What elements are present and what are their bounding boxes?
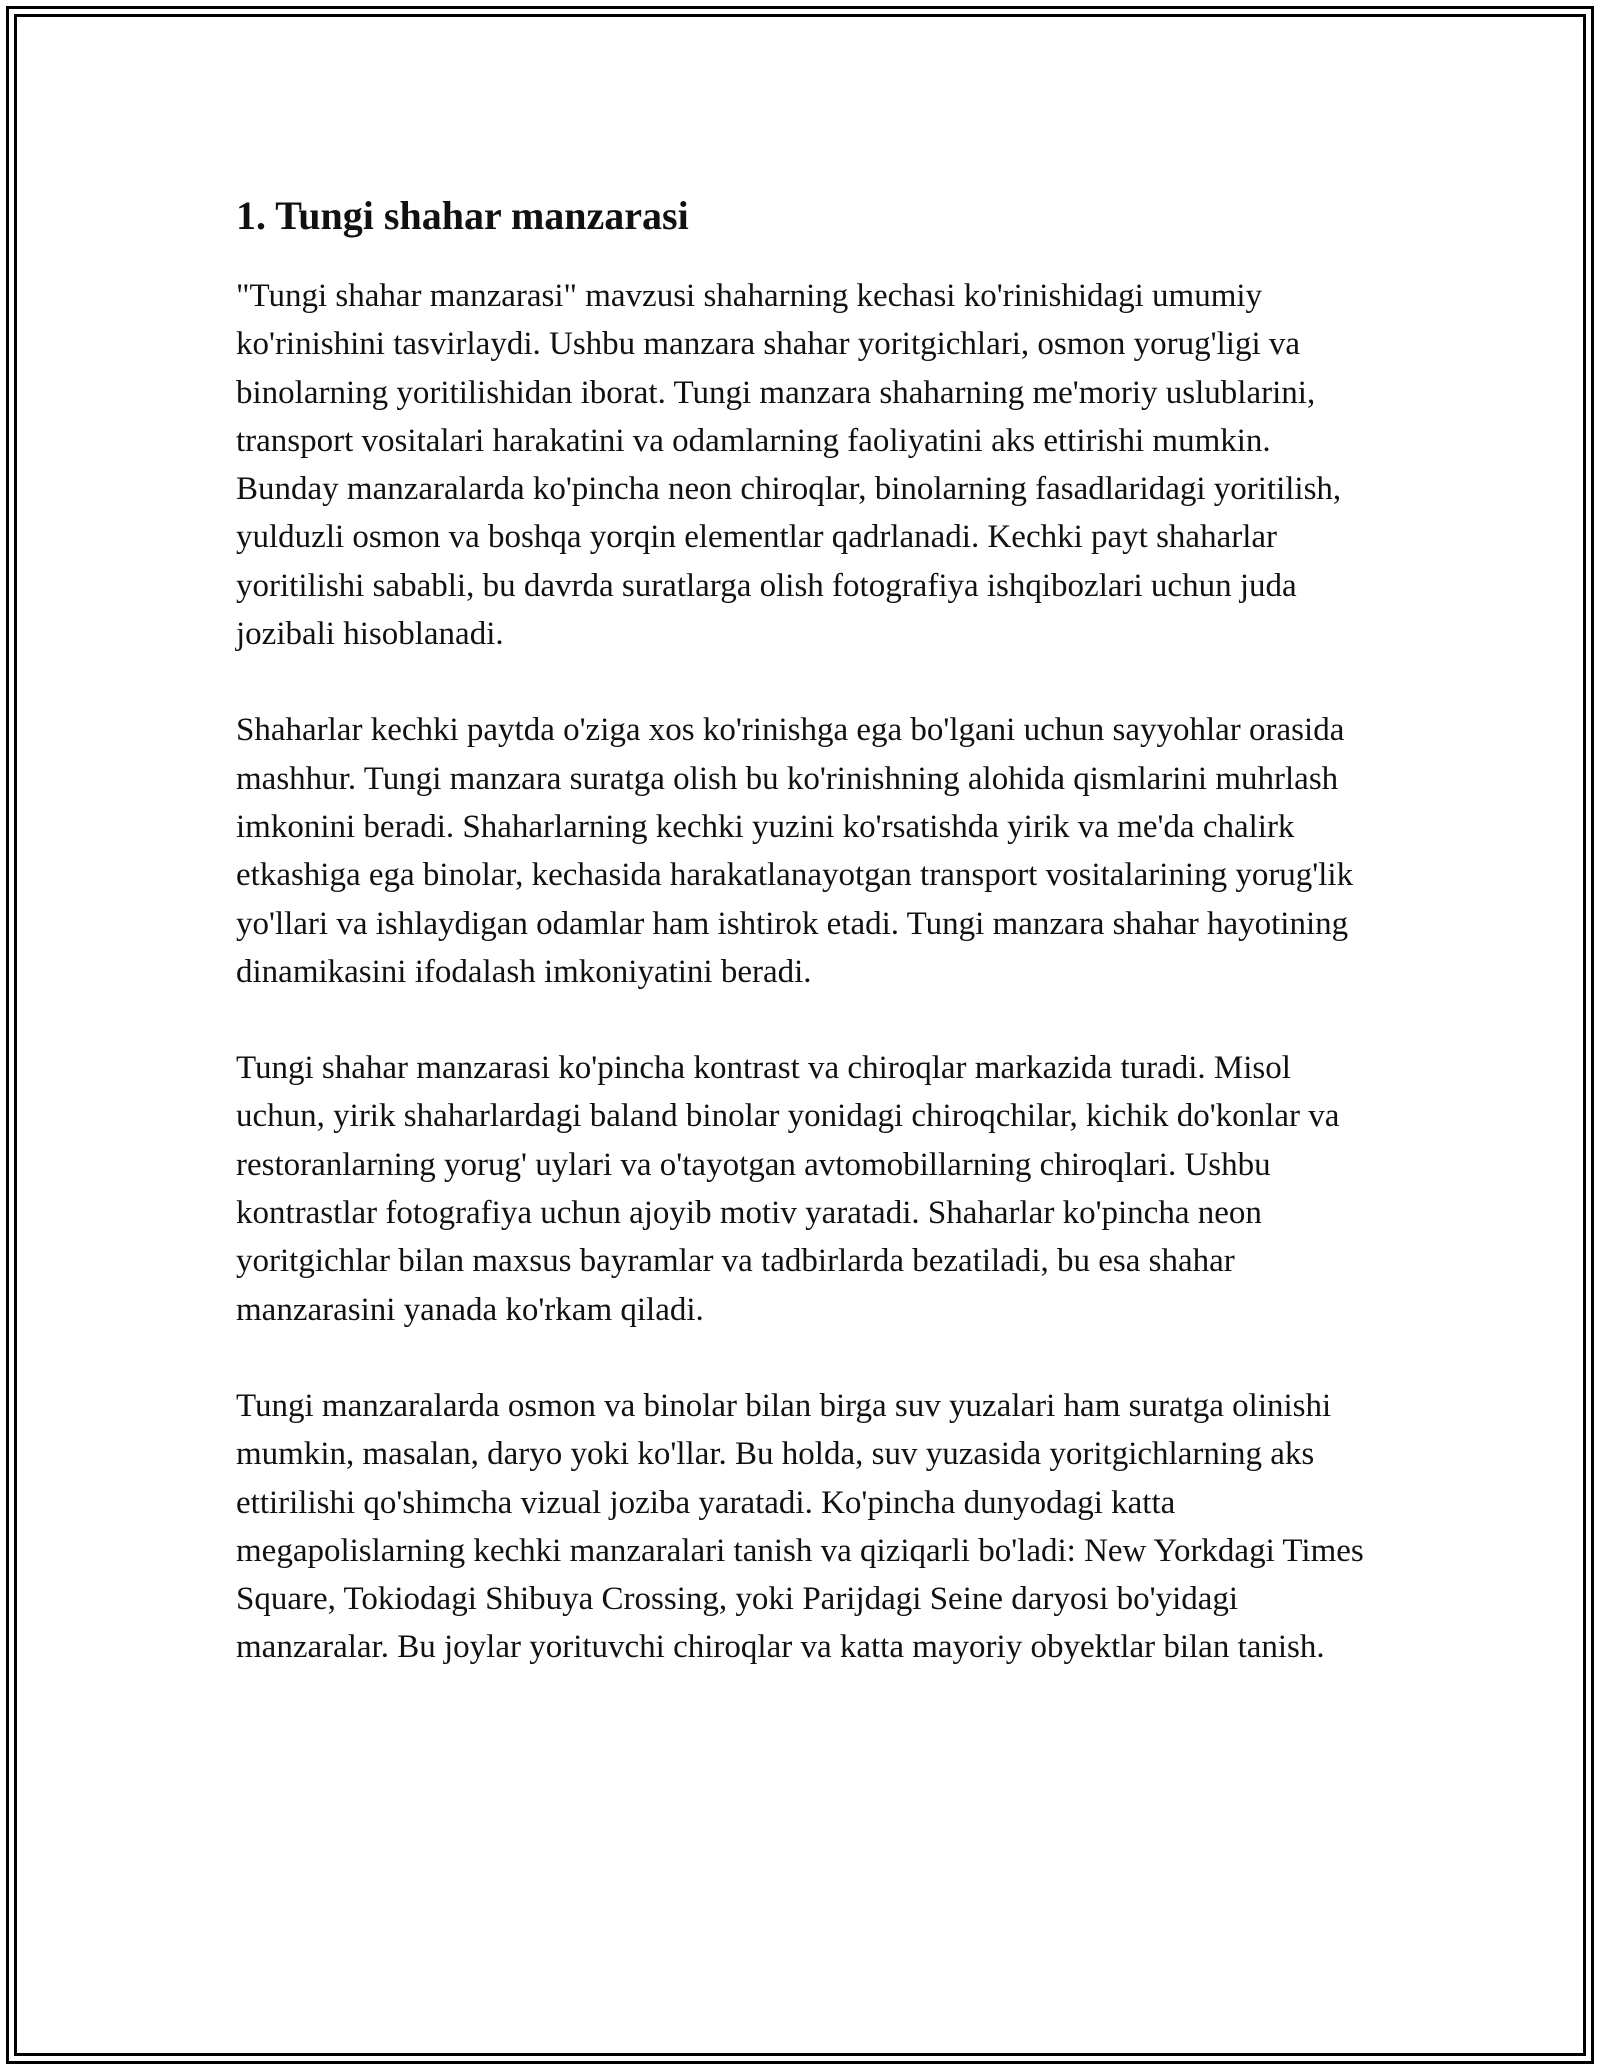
paragraph-1: "Tungi shahar manzarasi" mavzusi shaharning kechasi ko'rinishidagi umumiy ko'rinishini tasvirlaydi. Ushbu manzara shahar yoritgichlari, osmon yorug'ligi va binolarning yoritilishidan iborat. Tungi manzara shaharning me'moriy uslublarini, transport vositalari harakatini va odamlarning faoliyatini aks ettirishi mumkin. Bunday manzaralarda ko'pincha neon chiroqlar, binolarning fasadlaridagi yoritilish, yulduzli osmon va boshqa yorqin elementlar qadrlanadi. Kechki payt shaharlar yoritilishi sababli, bu davrda suratlarga olish fotografiya ishqibozlari uchun juda jozibali hisoblanadi. [236,278,1342,653]
paragraph-3: Tungi shahar manzarasi ko'pincha kontrast va chiroqlar markazida turadi. Misol uchun, yirik shaharlardagi baland binolar yonidagi chiroqchilar, kichik do'konlar va restoranlarning yorug' uylari va o'tayotgan avtomobillarning chiroqlari. Ushbu kontrastlar fotografiya uchun ajoyib motiv yaratadi. Shaharlar ko'pincha neon yoritgichlar bilan maxsus bayramlar va tadbirlarda bezatiladi, bu esa shahar manzarasini yanada ko'rkam qiladi. [236,1050,1340,1328]
paragraph-4: Tungi manzaralarda osmon va binolar bilan birga suv yuzalari ham suratga olinishi mumkin, masalan, daryo yoki ko'llar. Bu holda, suv yuzasida yoritgichlarning aks ettirilishi qo'shimcha vizual joziba yaratadi. Ko'pincha dunyodagi katta megapolislarning kechki manzaralari tanish va qiziqarli bo'ladi: New Yorkdagi Times Square, Tokiodagi Shibuya Crossing, yoki Parijdagi Seine daryosi bo'yidagi manzaralar. Bu joylar yorituvchi chiroqlar va katta mayoriy obyektlar bilan tanish. [236,1387,1364,1666]
document-body [236,190,1376,1720]
section-heading: 1. Tungi shahar manzarasi [236,193,689,238]
paragraph-2: Shaharlar kechki paytda o'ziga xos ko'rinishga ega bo'lgani uchun sayyohlar orasida mashhur. Tungi manzara suratga olish bu ko'rinishning alohida qismlarini muhrlash imkonini beradi. Shaharlarning kechki yuzini ko'rsatishda yirik va me'da chalirk etkashiga ega binolar, kechasida harakatlanayotgan transport vositalarining yorug'lik yo'llari va ishlaydigan odamlar ham ishtirok etadi. Tungi manzara shahar hayotining dinamikasini ifodalash imkoniyatini beradi. [236,712,1354,990]
